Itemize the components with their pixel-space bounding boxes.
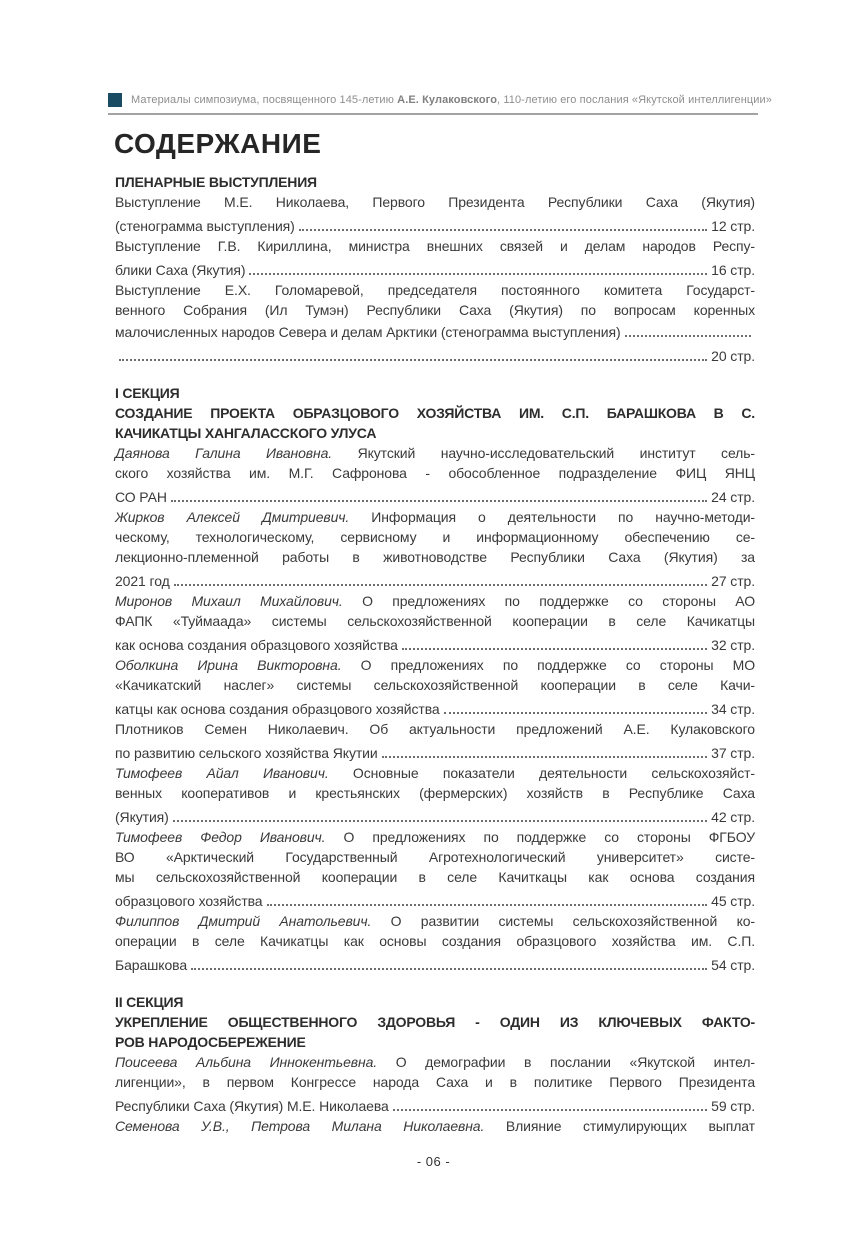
toc-line-text (115, 913, 755, 929)
entry-text: Якутский научно-исследовательский институт сель- (332, 445, 755, 461)
toc-line (115, 443, 755, 463)
toc-line-text (115, 1096, 389, 1116)
page-number: 45 стр. (711, 893, 755, 909)
header-rule (108, 113, 758, 115)
dot-leader (249, 273, 707, 275)
toc-line-text (115, 1014, 755, 1030)
toc-line-text (115, 829, 755, 845)
entry-text: образцового хозяйства (115, 893, 263, 909)
running-header-suffix: , 110-летию его послания «Якутской интеллигенции» (497, 94, 773, 106)
toc-line-text (115, 807, 169, 827)
toc-line (115, 635, 755, 655)
entry-text: КАЧИКАТЦЫ ХАНГАЛАССКОГО УЛУСА (115, 425, 377, 441)
entry-text: лигенции», в первом Конгрессе народа Саха и в политике Первого Президента (115, 1074, 755, 1090)
toc-line-text (115, 385, 180, 401)
dot-leader (299, 229, 707, 231)
toc-line (115, 1072, 755, 1092)
entry-text: Выступление М.Е. Николаева, Первого Президента Республики Саха (Якутия) (115, 194, 755, 210)
toc-line-text (115, 445, 755, 461)
toc-line (115, 699, 755, 719)
toc-section-heading (115, 403, 755, 423)
toc-line (115, 1116, 755, 1136)
toc-line (115, 280, 755, 300)
toc-line (115, 807, 755, 827)
page-number: 12 стр. (711, 218, 755, 234)
toc-line-text (115, 282, 755, 298)
author-name: Оболкина Ирина Викторовна. (115, 657, 342, 673)
entry-text: СО РАН (115, 489, 167, 505)
toc-line (115, 763, 755, 783)
page-number-footer: - 06 - (416, 1154, 451, 1169)
toc-line (115, 847, 755, 867)
author-name: Жирков Алексей Дмитриевич. (115, 509, 350, 525)
toc-line (115, 955, 755, 975)
toc-line (115, 260, 755, 280)
entry-text: Влияние стимулирующих выплат (484, 1118, 755, 1134)
toc-section-heading (115, 1012, 755, 1032)
entry-text: О предложениях по поддержке со стороны ФГБОУ (325, 829, 755, 845)
page-number: 20 стр. (711, 348, 755, 364)
toc-line-text (115, 677, 755, 693)
dot-leader (382, 756, 708, 758)
entry-text: О демографии в послании «Якутской интел- (377, 1054, 755, 1070)
toc-line (115, 611, 755, 631)
entry-text: мы сельскохозяйственной кооперации в селе Качиткацы как основа создания (115, 869, 755, 885)
entry-text: О развитии системы сельскохозяйственной ко- (371, 913, 755, 929)
entry-text: «Качикатский наслег» системы сельскохозяйственной кооперации в селе Качи- (115, 677, 755, 693)
toc-line-text (115, 509, 755, 525)
toc-line (115, 463, 755, 483)
toc-line-text (115, 194, 755, 210)
entry-text: операции в селе Качикатцы как основы создания образцового хозяйства им. С.П. (115, 933, 755, 949)
entry-text: Выступление Е.Х. Голомаревой, председателя постоянного комитета Государст- (115, 282, 755, 298)
toc-line-text (115, 593, 755, 609)
running-header-text (131, 94, 772, 106)
entry-text: по развитию сельского хозяйства Якутии (115, 745, 378, 761)
toc-line-text (115, 849, 755, 865)
toc-line (115, 743, 755, 763)
toc-line (115, 783, 755, 803)
toc-line (115, 346, 755, 366)
entry-text: 2021 год (115, 573, 170, 589)
toc-line-text (115, 487, 167, 507)
toc-line-text (115, 1074, 755, 1090)
dot-leader (191, 968, 707, 970)
entry-text: РОВ НАРОДОСБЕРЕЖЕНИЕ (115, 1034, 306, 1050)
header-marker-square-icon (108, 93, 122, 107)
toc-line (115, 527, 755, 547)
toc-line-text (115, 260, 245, 280)
entry-text: венного Собрания (Ил Тумэн) Республики Саха (Якутия) по вопросам коренных (115, 302, 755, 318)
toc-line-text (115, 216, 295, 236)
toc-line-text (115, 302, 755, 318)
toc-line (115, 867, 755, 887)
entry-text: малочисленных народов Севера и делам Арктики (стенограмма выступления) (115, 324, 621, 340)
entry-text: Республики Саха (Якутия) М.Е. Николаева (115, 1098, 389, 1114)
author-name: Поисеева Альбина Иннокентьевна. (115, 1054, 378, 1070)
entry-text: СОЗДАНИЕ ПРОЕКТА ОБРАЗЦОВОГО ХОЗЯЙСТВА ИМ. С.П. БАРАШКОВА В С. (115, 405, 755, 421)
author-name: Тимофеев Федор Иванович. (115, 829, 326, 845)
page-number: 34 стр. (711, 701, 755, 717)
toc-section-heading (115, 992, 755, 1012)
toc-line (115, 591, 755, 611)
toc-line (115, 300, 755, 320)
entry-text: ПЛЕНАРНЫЕ ВЫСТУПЛЕНИЯ (115, 174, 317, 190)
entry-text: катцы как основа создания образцового хозяйства (115, 701, 440, 717)
toc-section-heading (115, 1032, 755, 1052)
page-title: СОДЕРЖАНИЕ (114, 128, 322, 159)
toc-line (115, 507, 755, 527)
entry-text: I СЕКЦИЯ (115, 385, 180, 401)
entry-text: Основные показатели деятельности сельскохозяйст- (328, 765, 755, 781)
entry-text: Информация о деятельности по научно-методи- (349, 509, 755, 525)
toc-line (115, 1052, 755, 1072)
toc-line-text (115, 994, 183, 1010)
author-name: Семенова У.В., Петрова Милана Николаевна. (115, 1118, 485, 1134)
toc-line-text (115, 613, 755, 629)
entry-text: О предложениях по поддержке со стороны МО (341, 657, 755, 673)
toc-section-heading (115, 172, 755, 192)
author-name: Тимофеев Айал Иванович. (115, 765, 329, 781)
toc-line-text (115, 1118, 755, 1134)
toc-line (115, 236, 755, 256)
toc-line-text (115, 933, 755, 949)
toc-line (115, 571, 755, 591)
entry-text: венных кооперативов и крестьянских (фермерских) хозяйств в Республике Саха (115, 785, 755, 801)
toc-line-text (115, 1034, 306, 1050)
toc-line (115, 931, 755, 951)
entry-text: ческому, технологическому, сервисному и информационному обеспечению се- (115, 529, 755, 545)
toc-line-text (115, 955, 187, 975)
entry-text: УКРЕПЛЕНИЕ ОБЩЕСТВЕННОГО ЗДОРОВЬЯ - ОДИН ИЗ КЛЮЧЕВЫХ ФАКТО- (115, 1014, 755, 1030)
toc-line-text (115, 405, 755, 421)
running-header-prefix: Материалы симпозиума, посвященного 145-летию (131, 94, 398, 106)
toc-line-text (115, 765, 755, 781)
dot-leader (171, 500, 707, 502)
toc-line (115, 655, 755, 675)
dot-leader (393, 1109, 707, 1111)
dot-leader (119, 359, 707, 361)
dot-leader (444, 712, 708, 714)
toc (115, 172, 755, 1136)
entry-text: ского хозяйства им. М.Г. Сафронова - обособленное подразделение ФИЦ ЯНЦ (115, 465, 755, 481)
page-number: 54 стр. (711, 957, 755, 973)
toc-line-text (115, 238, 755, 254)
toc-line-text (115, 174, 317, 190)
toc-section-heading (115, 423, 755, 443)
author-name: Филиппов Дмитрий Анатольевич. (115, 913, 372, 929)
toc-line-text (115, 425, 376, 441)
toc-line (115, 675, 755, 695)
toc-line-text (115, 657, 755, 673)
toc-line (115, 547, 755, 567)
toc-line (115, 911, 755, 931)
toc-line (115, 827, 755, 847)
toc-line-text (115, 721, 755, 737)
page-number: 42 стр. (711, 809, 755, 825)
toc-line-text (115, 635, 398, 655)
dot-leader (174, 584, 707, 586)
page-number: 16 стр. (711, 262, 755, 278)
toc-line-text (115, 549, 755, 565)
toc-line (115, 322, 755, 342)
toc-line (115, 719, 755, 739)
page-number: 59 стр. (711, 1098, 755, 1114)
entry-text: Выступление Г.В. Кириллина, министра внешних связей и делам народов Респу- (115, 238, 755, 254)
entry-text: блики Саха (Якутия) (115, 262, 246, 278)
toc-line (115, 216, 755, 236)
page-number: 24 стр. (711, 489, 755, 505)
toc-line-text (115, 322, 621, 342)
toc-line-text (115, 891, 263, 911)
page-number: 37 стр. (711, 745, 755, 761)
page-number: 27 стр. (711, 573, 755, 589)
entry-text: как основа создания образцового хозяйства (115, 637, 398, 653)
entry-text: (стенограмма выступления) (115, 218, 295, 234)
dot-leader (267, 904, 708, 906)
running-header-emphasis: А.Е. Кулаковского (397, 94, 498, 106)
dot-leader (173, 820, 707, 822)
entry-text: II СЕКЦИЯ (115, 994, 184, 1010)
author-name: Миронов Михаил Михайлович. (115, 593, 343, 609)
toc-line-text (115, 571, 170, 591)
running-header (108, 93, 773, 115)
entry-text: ВО «Арктический Государственный Агротехнологический университет» систе- (115, 849, 755, 865)
toc-line (115, 487, 755, 507)
toc-section-heading (115, 383, 755, 403)
toc-line-text (115, 529, 755, 545)
dot-leader (402, 648, 707, 650)
entry-text: лекционно-племенной работы в животноводстве Республики Саха (Якутия) за (115, 549, 755, 565)
toc-line-text (115, 785, 755, 801)
toc-line (115, 1096, 755, 1116)
dot-leader (625, 335, 751, 337)
entry-text: О предложениях по поддержке со стороны АО (342, 593, 755, 609)
page-number: 32 стр. (711, 637, 755, 653)
entry-text: (Якутия) (115, 809, 169, 825)
entry-text: Барашкова (115, 957, 188, 973)
entry-text: Плотников Семен Николаевич. Об актуальности предложений А.Е. Кулаковского (115, 721, 755, 737)
entry-text: ФАПК «Туймаада» системы сельскохозяйственной кооперации в селе Качикатцы (115, 613, 755, 629)
toc-line-text (115, 699, 440, 719)
toc-line-text (115, 743, 378, 763)
toc-line-text (115, 1054, 755, 1070)
toc-line (115, 891, 755, 911)
toc-line-text (115, 869, 755, 885)
author-name: Даянова Галина Ивановна. (115, 445, 333, 461)
toc-line-text (115, 465, 755, 481)
toc-line (115, 192, 755, 212)
